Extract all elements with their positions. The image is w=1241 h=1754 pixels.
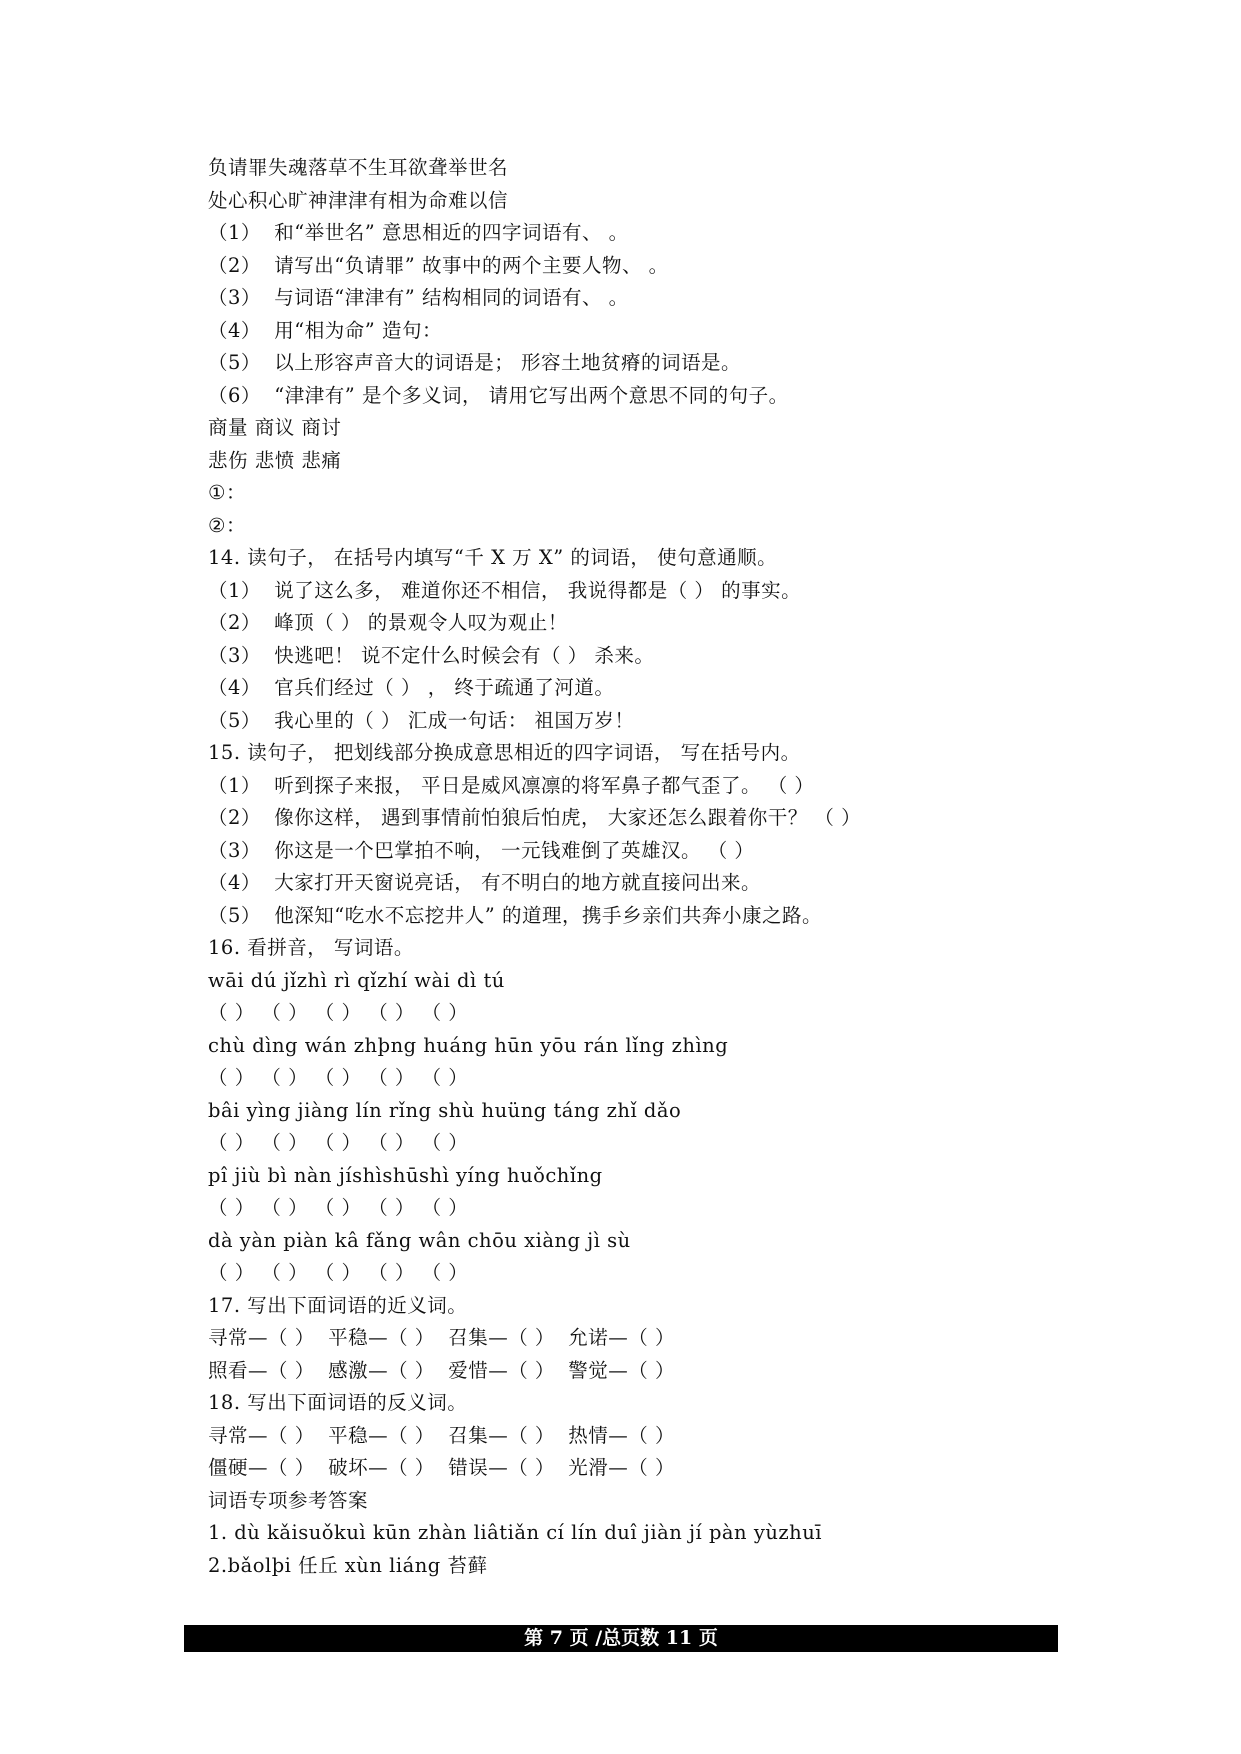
text-line: pî jiù bì nàn jíshìshūshì yíng huǒchǐng — [208, 1163, 603, 1187]
text-line: （ ） （ ） （ ） （ ） （ ） — [208, 1131, 469, 1154]
text-line: 16. 看拼音， 写词语。 — [208, 936, 414, 959]
text-line: 14. 读句子， 在括号内填写“千 X 万 X” 的词语， 使句意通顺。 — [208, 546, 778, 569]
text-line: ①： — [208, 481, 246, 504]
text-line: wāi dú jǐzhì rì qǐzhí wài dì tú — [208, 968, 505, 992]
text-line: 2.bǎolþi 任丘 xùn liáng 苔藓 — [208, 1553, 488, 1577]
text-line: 处心积心旷神津津有相为命难以信 — [208, 188, 509, 212]
text-line: 悲伤 悲愤 悲痛 — [208, 448, 342, 472]
document-body — [208, 152, 1108, 1582]
text-line: 18. 写出下面词语的反义词。 — [208, 1391, 468, 1414]
text-line: （4） 用“相为命” 造句： — [208, 318, 442, 342]
page-footer: 第 7 页 /总页数 11 页 — [184, 1625, 1058, 1652]
text-line: （ ） （ ） （ ） （ ） （ ） — [208, 1001, 469, 1024]
text-line: （1） 听到探子来报， 平日是威风凛凛的将军鼻子都气歪了。 （ ） — [208, 773, 815, 797]
text-line: 商量 商议 商讨 — [208, 416, 342, 439]
text-line: 寻常—（ ） 平稳—（ ） 召集—（ ） 允诺—（ ） — [208, 1326, 675, 1349]
text-line: 寻常—（ ） 平稳—（ ） 召集—（ ） 热情—（ ） — [208, 1423, 675, 1447]
text-line: （3） 快逃吧！ 说不定什么时候会有（ ） 杀来。 — [208, 643, 655, 667]
text-line: （3） 你这是一个巴掌拍不响， 一元钱难倒了英雄汉。 （ ） — [208, 838, 755, 862]
text-line: 17. 写出下面词语的近义词。 — [208, 1293, 468, 1317]
text-line: （ ） （ ） （ ） （ ） （ ） — [208, 1066, 469, 1089]
text-line: （5） 以上形容声音大的词语是； 形容土地贫瘠的词语是。 — [208, 351, 742, 374]
text-line: （3） 与词语“津津有” 结构相同的词语有、 。 — [208, 286, 629, 309]
text-line: （ ） （ ） （ ） （ ） （ ） — [208, 1196, 469, 1219]
text-line: 照看—（ ） 感激—（ ） 爱惜—（ ） 警觉—（ ） — [208, 1358, 675, 1382]
text-line: （4） 大家打开天窗说亮话， 有不明白的地方就直接问出来。 — [208, 871, 762, 894]
text-line: 1. dù kǎisuǒkuì kūn zhàn liâtiǎn cí lín duî jiàn jí pàn yùzhuī — [208, 1521, 823, 1544]
text-line: chù dìng wán zhþng huáng hūn yōu rán lǐng zhìng — [208, 1033, 729, 1057]
text-line: （4） 官兵们经过（ ） ， 终于疏通了河道。 — [208, 676, 615, 699]
text-line: （1） 说了这么多， 难道你还不相信， 我说得都是（ ） 的事实。 — [208, 578, 802, 602]
text-line: （2） 像你这样， 遇到事情前怕狼后怕虎， 大家还怎么跟着你干？ （ ） — [208, 806, 862, 829]
text-line: ②： — [208, 513, 246, 537]
text-line: （5） 我心里的（ ） 汇成一句话： 祖国万岁！ — [208, 708, 635, 732]
text-line: （6） “津津有” 是个多义词， 请用它写出两个意思不同的句子。 — [208, 383, 789, 407]
text-line: （5） 他深知“吃水不忘挖井人” 的道理，携手乡亲们共奔小康之路。 — [208, 903, 822, 927]
text-line: （2） 请写出“负请罪” 故事中的两个主要人物、 。 — [208, 253, 669, 277]
text-line: （2） 峰顶（ ） 的景观令人叹为观止！ — [208, 611, 568, 634]
text-line: 15. 读句子， 把划线部分换成意思相近的四字词语， 写在括号内。 — [208, 741, 801, 764]
text-line: 词语专项参考答案 — [208, 1488, 369, 1512]
text-line: （ ） （ ） （ ） （ ） （ ） — [208, 1261, 469, 1284]
text-line: （1） 和“举世名” 意思相近的四字词语有、 。 — [208, 221, 629, 244]
text-line: 负请罪失魂落草不生耳欲聋举世名 — [208, 156, 509, 179]
text-line: bâi yìng jiàng lín rǐng shù huüng táng zhǐ dǎo — [208, 1098, 682, 1122]
text-line: dà yàn piàn kâ fǎng wân chōu xiàng jì sù — [208, 1228, 631, 1252]
text-line: 僵硬—（ ） 破坏—（ ） 错误—（ ） 光滑—（ ） — [208, 1456, 675, 1479]
